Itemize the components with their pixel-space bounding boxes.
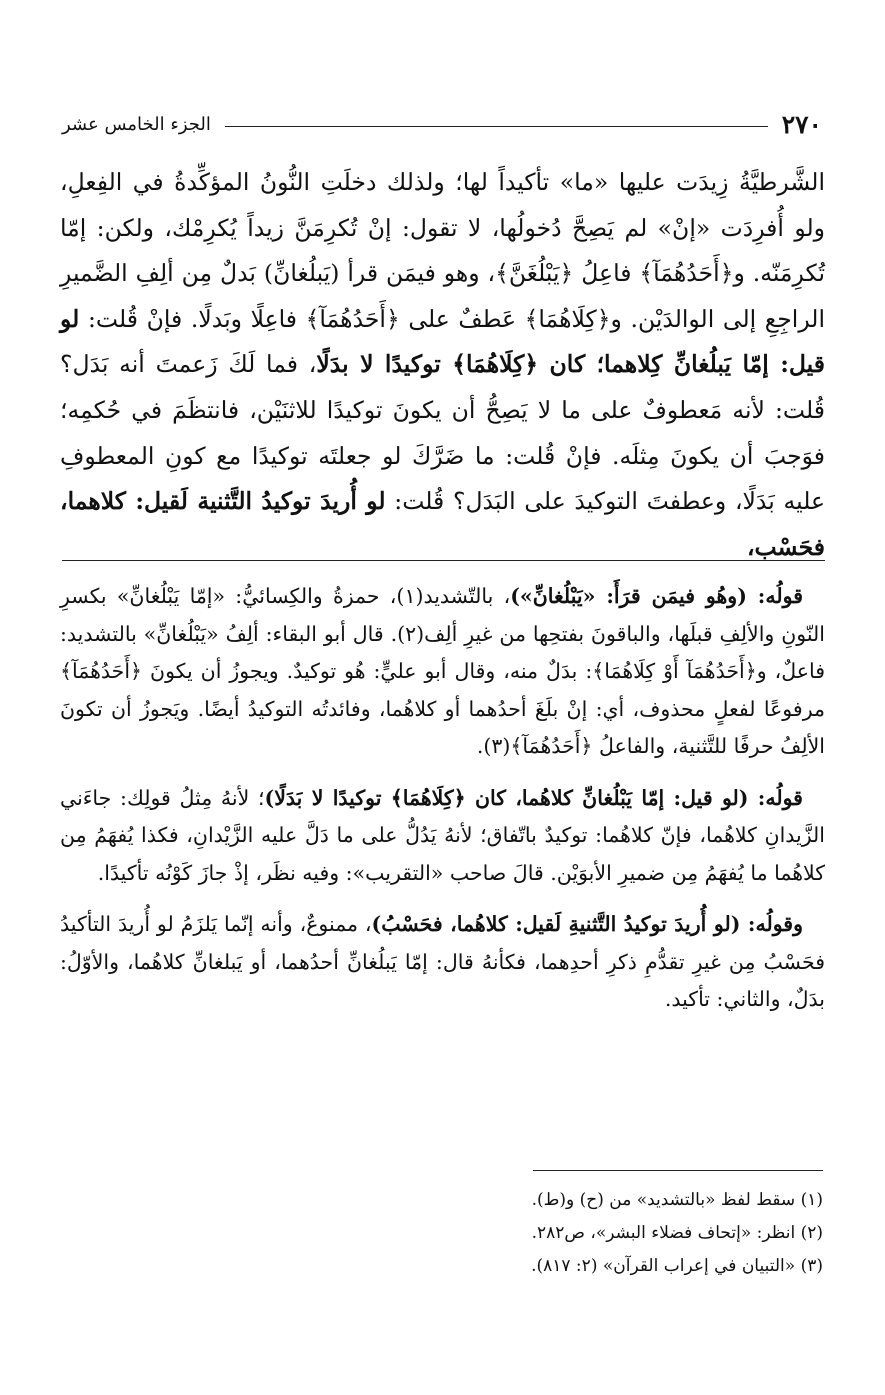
main-separator	[62, 560, 825, 561]
main-text	[60, 160, 825, 570]
commentary-body: ، ممنوعٌ، وأنه إنّما يَلزَمُ لو أُريدَ التأكيدُ فحَسْبُ مِن غيرِ تقدُّمِ ذكرِ أحدِهما، فكأنهُ قال: إمّا يَبلُغانِّ أحدُهما، أو يَبلغانِّ كلاهُما، والأوّلُ: بدَلٌ، والثاني: تأكيد.	[60, 912, 825, 1011]
commentary-body: ؛ لأنهُ مِثلُ قولِك: جاءَني الزَّيدانِ كلاهُما، فإنّ كلاهُما: توكيدٌ باتّفاق؛ لأنهُ يَدُلُّ على ما دَلَّ عليه الزَّيْدانِ، فكذا يُفهَمُ مِن كلاهُما ما يُفهَمُ مِن ضميرِ الأبوَيْن. قالَ صاحب «التقريب»: وفيه نظَر، إذْ جازَ كَوْنُه تأكيدًا.	[60, 785, 825, 885]
commentary-paragraph	[60, 578, 825, 766]
part-title: الجزء الخامس عشر	[62, 113, 211, 135]
commentary-lead: قولُه: (وهُو فيمَن قرَأَ: «يَبْلُغانِّ»)	[510, 584, 803, 608]
footnote: (١) سقط لفظ «بالتشديد» من (ح) و(ط).	[531, 1190, 823, 1210]
footnote-separator	[533, 1170, 823, 1171]
main-text-segment: الشَّرطيَّةُ زِيدَت عليها «ما» تأكيداً لها؛ ولذلك دخلَتِ النُّونُ المؤكِّدةُ في الفِعلِ، ولو أُفرِدَت «إنْ» لم يَصِحَّ دُخولُها، لا تقول: إنْ تُكرِمَنَّ زيداً يُكرِمْك، ولكن: إمّا تُكرِمَنّه. و﴿أَحَدُهُمَآ﴾ فاعِلُ ﴿يَبْلُغَنَّ﴾، وهو فيمَن قرأ (يَبلُغانِّ) بَدلٌ مِن ألِفِ الضَّميرِ الراجِعِ إلى الوالدَيْن. و﴿كِلَاهُمَا﴾ عَطفٌ على ﴿أَحَدُهُمَآ﴾ فاعِلًا وبَدلًا. فإنْ قُلت:	[60, 168, 825, 333]
commentary-paragraph	[60, 780, 825, 893]
commentary-lead: وقولُه: (لو أُريدَ توكيدُ التَّثنيةِ لَقيل: كلاهُما، فحَسْبُ)	[371, 912, 803, 936]
commentary	[60, 578, 825, 1033]
commentary-lead: قولُه: (لو قيل: إمّا يَبْلُغانِّ كلاهُما، كان ﴿كِلَاهُمَا﴾ توكيدًا لا بَدَلًا)	[264, 785, 803, 810]
footnote: (٢) انظر: «إتحاف فضلاء البشر»، ص٢٨٢.	[531, 1223, 823, 1243]
page-header	[62, 104, 822, 144]
main-text-bold-segment: لو أُريدَ توكيدُ التَّثنية لَقيل: كلاهما، فحَسْب،	[60, 487, 825, 561]
commentary-body: ، بالتّشديد(١)، حمزةُ والكِسائيُّ: «إمّا يَبْلُغانِّ» بكسرِ النّونِ والألِفِ قبلَها، والباقونَ بفتحِها من غيرِ ألِف(٢). قال أبو البقاء: ألِفُ «يَبْلُغانِّ» بالتشديد: فاعلٌ، و﴿أَحَدُهُمَآ أَوْ كِلَاهُمَا﴾: بدَلٌ منه، وقال أبو عليٍّ: هُو توكيدٌ. ويجوزُ أن يكونَ ﴿أَحَدُهُمَآ﴾ مرفوعًا لفعلٍ محذوف، أي: إنْ بلَغَ أحدُهما أو كلاهُما، وفائدتُه التوكيدُ أيضًا. ويَجوزُ أن تكونَ الألِفُ حرفًا للتَّثنية، والفاعلُ ﴿أَحَدُهُمَآ﴾(٣).	[60, 584, 825, 758]
header-rule	[225, 126, 768, 127]
footnote: (٣) «التبيان في إعراب القرآن» (٢: ٨١٧).	[531, 1256, 823, 1276]
main-text-bold-segment: لو قيل: إمّا يَبلُغانِّ كِلاهما؛ كان ﴿كِلَاهُمَا﴾ توكيدًا لا بدَلًا	[60, 304, 825, 379]
page-number: ٢٧٠	[781, 109, 822, 139]
commentary-paragraph	[60, 906, 825, 1019]
main-paragraph	[60, 160, 825, 570]
main-text-segment: ، فما لَكَ زَعمتَ أنه بَدَل؟ قُلت: لأنه مَعطوفٌ على ما لا يَصِحُّ أن يكونَ توكيدًا للاثنَيْن، فانتظَمَ في حُكمِه؛ فوَجبَ أن يكونَ مِثلَه. فإنْ قُلت: ما ضَرَّكَ لو جعلتَه توكيدًا مع كونِ المعطوفِ عليه بَدَلًا، وعطفتَ التوكيدَ على البَدَل؟ قُلت:	[60, 350, 825, 516]
footnotes	[63, 1184, 823, 1283]
